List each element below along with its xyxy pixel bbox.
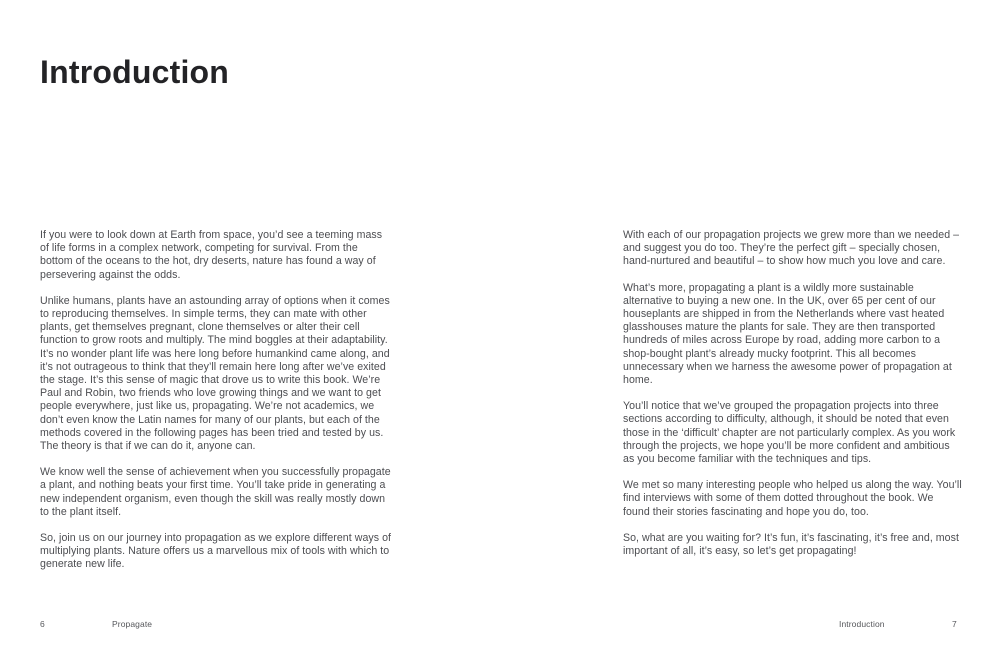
paragraph: So, join us on our journey into propagation as we explore different ways of multiplying plants. Nature offers us a marvellous mix of tools with which to generate new life. — [40, 532, 392, 571]
page-title: Introduction — [40, 54, 230, 91]
paragraph: Unlike humans, plants have an astounding array of options when it comes to reproducing themselves. In simple terms, they can mate with other plants, get themselves pregnant, clone themselves or alter their cell function to grow roots and multiply. The mind boggles at their adaptability. It’s no wonder plant life was here long before humankind came along, and it’s not outrageous to think that they’ll remain here long after we’ve exited the stage. It’s this sense of magic that drove us to write this book. We’re Paul and Robin, two friends who love growing things and we want to get people everywhere, just like us, propagating. We’re not academics, we don’t even know the Latin names for many of our plants, but each of the methods covered in the following pages has been tried and tested by us. The theory is that if we can do it, anyone can. — [40, 294, 390, 453]
footer-book-title: Propagate — [112, 619, 153, 629]
footer-page-number-right: 7 — [952, 619, 957, 629]
paragraph: We know well the sense of achievement when you successfully propagate a plant, and nothing beats your first time. You’ll take pride in generating a new independent organism, even though the skill was really mostly down to the plant itself. — [40, 466, 391, 518]
paragraph: You’ll notice that we’ve grouped the propagation projects into three sections according to difficulty, although, it should be noted that even those in the ‘difficult’ chapter are not particularly complex. As you work through the projects, we hope you’ll be more confident and ambitious as you become familiar with the techniques and tips. — [623, 400, 956, 466]
footer-chapter-title: Introduction — [839, 619, 885, 629]
paragraph: What’s more, propagating a plant is a wildly more sustainable alternative to buying a new one. In the UK, over 65 per cent of our houseplants are shipped in from the Netherlands where vast heated glasshouses mature the plants for sale. They are then transported hundreds of miles across Europe by road, adding more carbon to a shop-bought plant’s already mucky footprint. This all becomes unnecessary when we harness the awesome power of propagation at home. — [623, 281, 952, 387]
paragraph: We met so many interesting people who helped us along the way. You’ll find interviews with some of them dotted throughout the book. We found their stories fascinating and hope you do, too. — [623, 479, 962, 518]
right-page-text-column — [623, 229, 963, 571]
footer-page-number-left: 6 — [40, 619, 45, 629]
paragraph: With each of our propagation projects we grew more than we needed – and suggest you do too. They’re the perfect gift – specially chosen, hand-nurtured and beautiful – to show how much you love and care. — [623, 229, 960, 268]
left-page-text-column — [40, 229, 392, 585]
paragraph: If you were to look down at Earth from space, you’d see a teeming mass of life forms in a complex network, competing for survival. From the bottom of the oceans to the hot, dry deserts, nature has found a way of persevering against the odds. — [40, 229, 383, 281]
paragraph: So, what are you waiting for? It’s fun, it’s fascinating, it’s free and, most important of all, it’s easy, so let’s get propagating! — [623, 531, 959, 558]
